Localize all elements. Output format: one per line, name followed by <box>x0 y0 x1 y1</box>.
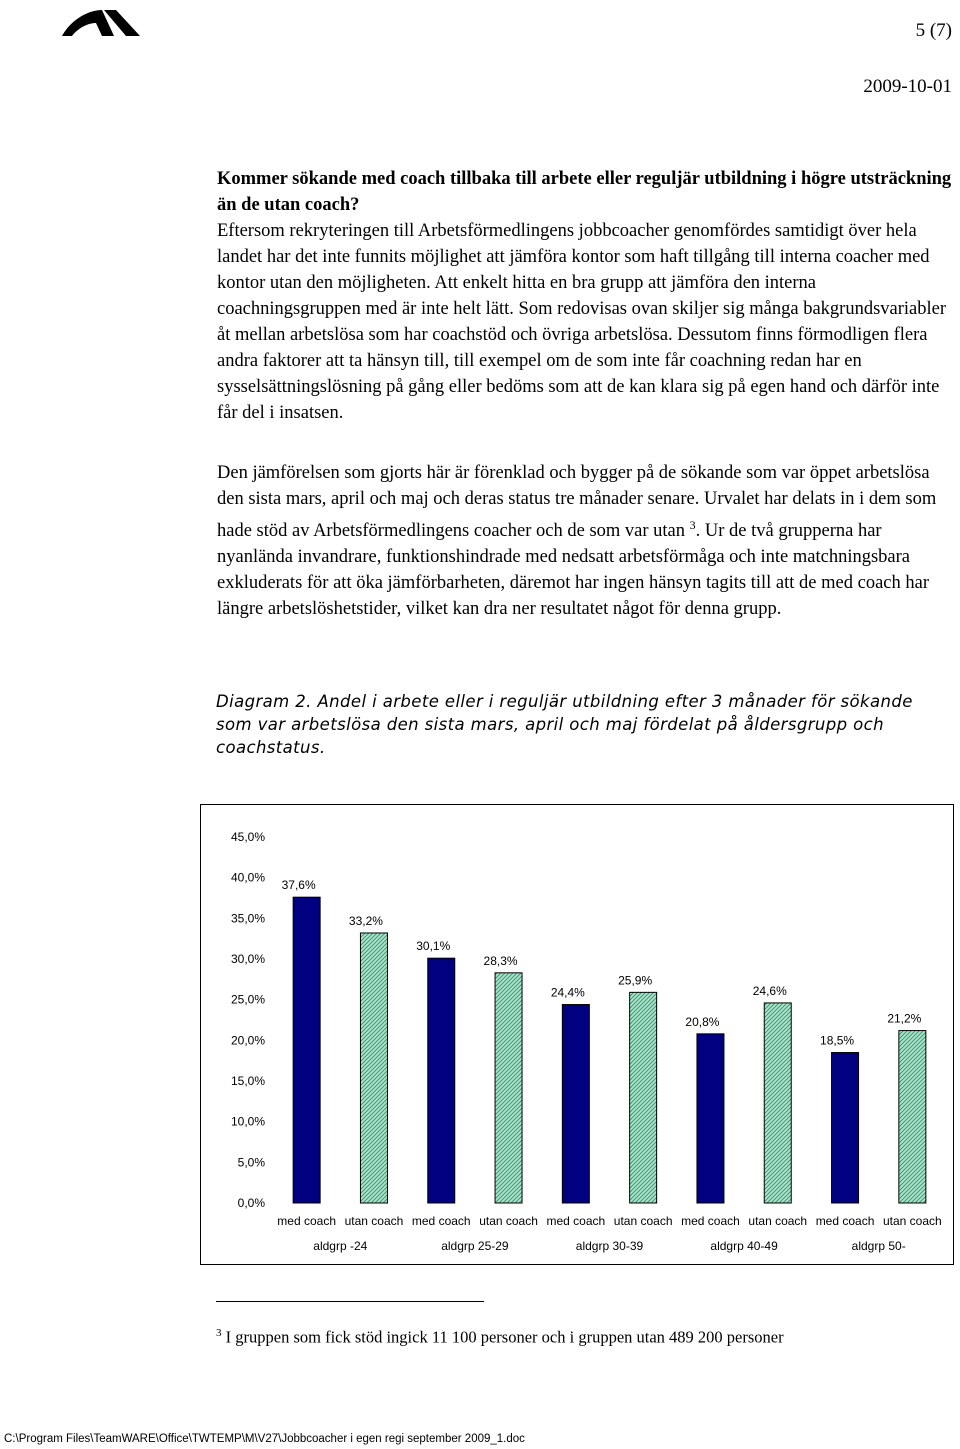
x-category-label: med coach <box>546 1214 606 1228</box>
x-category-label: med coach <box>277 1214 337 1228</box>
document-date: 2009-10-01 <box>863 76 952 97</box>
x-category-label: utan coach <box>613 1214 673 1228</box>
paragraph-2 <box>217 460 955 622</box>
x-category-label: utan coach <box>344 1214 404 1228</box>
paragraph-2-text-start: Den jämförelsen som gjorts här är förenklad och bygger på de sökande som var öppet arbetslösa den sista mars, april och maj och deras status tre månader senare. Urvalet har delats in i dem som hade stöd av Arbetsförmedlingens coacher och de som var utan <box>217 463 937 542</box>
y-tick-label: 45,0% <box>230 830 265 844</box>
y-tick-label: 30,0% <box>230 952 265 966</box>
page-number: 5 (7) <box>915 20 952 41</box>
x-category-label: utan coach <box>479 1214 538 1228</box>
x-group-label: aldgrp 50- <box>851 1239 906 1253</box>
x-group-label: aldgrp 40-49 <box>710 1239 778 1253</box>
x-group-label: aldgrp -24 <box>313 1239 368 1253</box>
y-tick-label: 25,0% <box>230 992 265 1007</box>
data-label: 24,6% <box>752 983 787 998</box>
y-tick-label: 20,0% <box>230 1033 265 1048</box>
bar-utan-coach <box>764 1003 791 1203</box>
chart-frame <box>200 804 954 1265</box>
data-label: 24,4% <box>550 985 585 1000</box>
bar-chart <box>201 805 955 1266</box>
x-category-label: med coach <box>411 1214 471 1228</box>
diagram-caption: Diagram 2. Andel i arbete eller i reguljär utbildning efter 3 månader för sökande som var arbetslösa den sista mars, april och maj fördelat på åldersgrupp och coachstatus. <box>216 692 913 757</box>
data-label: 30,1% <box>416 939 451 954</box>
y-tick-label: 15,0% <box>230 1074 265 1088</box>
paragraph-2-text-end: . Ur de två grupperna har nyanlända invandrare, funktionshindrade med nedsatt arbetsförmåga och inte matchningsbara exkluderats för att öka jämförbarheten, däremot har ingen hänsyn tagits till att de med coach har längre arbetslöshetstider, vilket kan dra ner resultatet något för denna grupp. <box>217 521 929 620</box>
paragraph-1: Eftersom rekryteringen till Arbetsförmedlingens jobbcoacher genomfördes samtidigt över hela landet har det inte funnits möjlighet att jämföra kontor som haft tillgång till interna coacher med kontor utan den möjligheten. Att enkelt hitta en bra grupp att jämföra den interna coachningsgruppen med är inte helt lätt. Som redovisas ovan skiljer sig många bakgrundsvariabler åt mellan arbetslösa som har coachstöd och övriga arbetslösa. Dessutom finns förmodligen flera andra faktorer att ta hänsyn till, till exempel om de som inte får coachning redan har en sysselsättningslösning på gång eller bedöms som att de kan klara sig på egen hand och därför inte får del i insatsen. <box>217 221 947 423</box>
bar-utan-coach <box>899 1031 926 1203</box>
footnote-text: I gruppen som fick stöd ingick 11 100 personer och i gruppen utan 489 200 personer <box>225 1327 784 1347</box>
bar-med-coach <box>293 897 320 1203</box>
bar-utan-coach <box>495 973 522 1203</box>
x-group-label: aldgrp 30-39 <box>575 1239 644 1253</box>
data-label: 37,6% <box>281 878 316 893</box>
footnote-reference[interactable]: 3 <box>689 518 696 532</box>
bar-utan-coach <box>360 933 387 1203</box>
bar-med-coach <box>697 1034 724 1203</box>
bar-med-coach <box>832 1053 859 1203</box>
af-logo-icon <box>62 6 140 40</box>
y-tick-label: 40,0% <box>230 870 265 885</box>
y-tick-label: 10,0% <box>230 1114 265 1129</box>
data-label: 33,2% <box>348 913 383 928</box>
x-category-label: utan coach <box>882 1214 942 1228</box>
data-label: 18,5% <box>820 1033 855 1048</box>
y-tick-label: 0,0% <box>237 1196 265 1210</box>
data-label: 28,3% <box>483 953 518 968</box>
x-group-label: aldgrp 25-29 <box>441 1239 509 1253</box>
file-path: C:\Program Files\TeamWARE\Office\TWTEMP\M\V27\Jobbcoacher i egen regi september 2009_1.doc <box>4 1433 525 1445</box>
x-category-label: utan coach <box>748 1214 808 1228</box>
footnote-rule <box>216 1301 484 1302</box>
y-tick-label: 35,0% <box>230 911 265 926</box>
data-label: 25,9% <box>618 973 653 988</box>
y-tick-label: 5,0% <box>237 1155 265 1170</box>
section-heading: Kommer sökande med coach tillbaka till arbete eller reguljär utbildning i högre utsträckning än de utan coach? <box>217 169 952 215</box>
bar-med-coach <box>562 1005 589 1203</box>
data-label: 20,8% <box>685 1014 720 1029</box>
x-category-label: med coach <box>815 1214 875 1228</box>
footnote <box>216 1322 784 1349</box>
bar-utan-coach <box>630 992 657 1203</box>
bar-med-coach <box>428 958 455 1203</box>
data-label: 21,2% <box>887 1011 922 1026</box>
x-category-label: med coach <box>681 1214 740 1228</box>
footnote-number: 3 <box>216 1327 222 1339</box>
